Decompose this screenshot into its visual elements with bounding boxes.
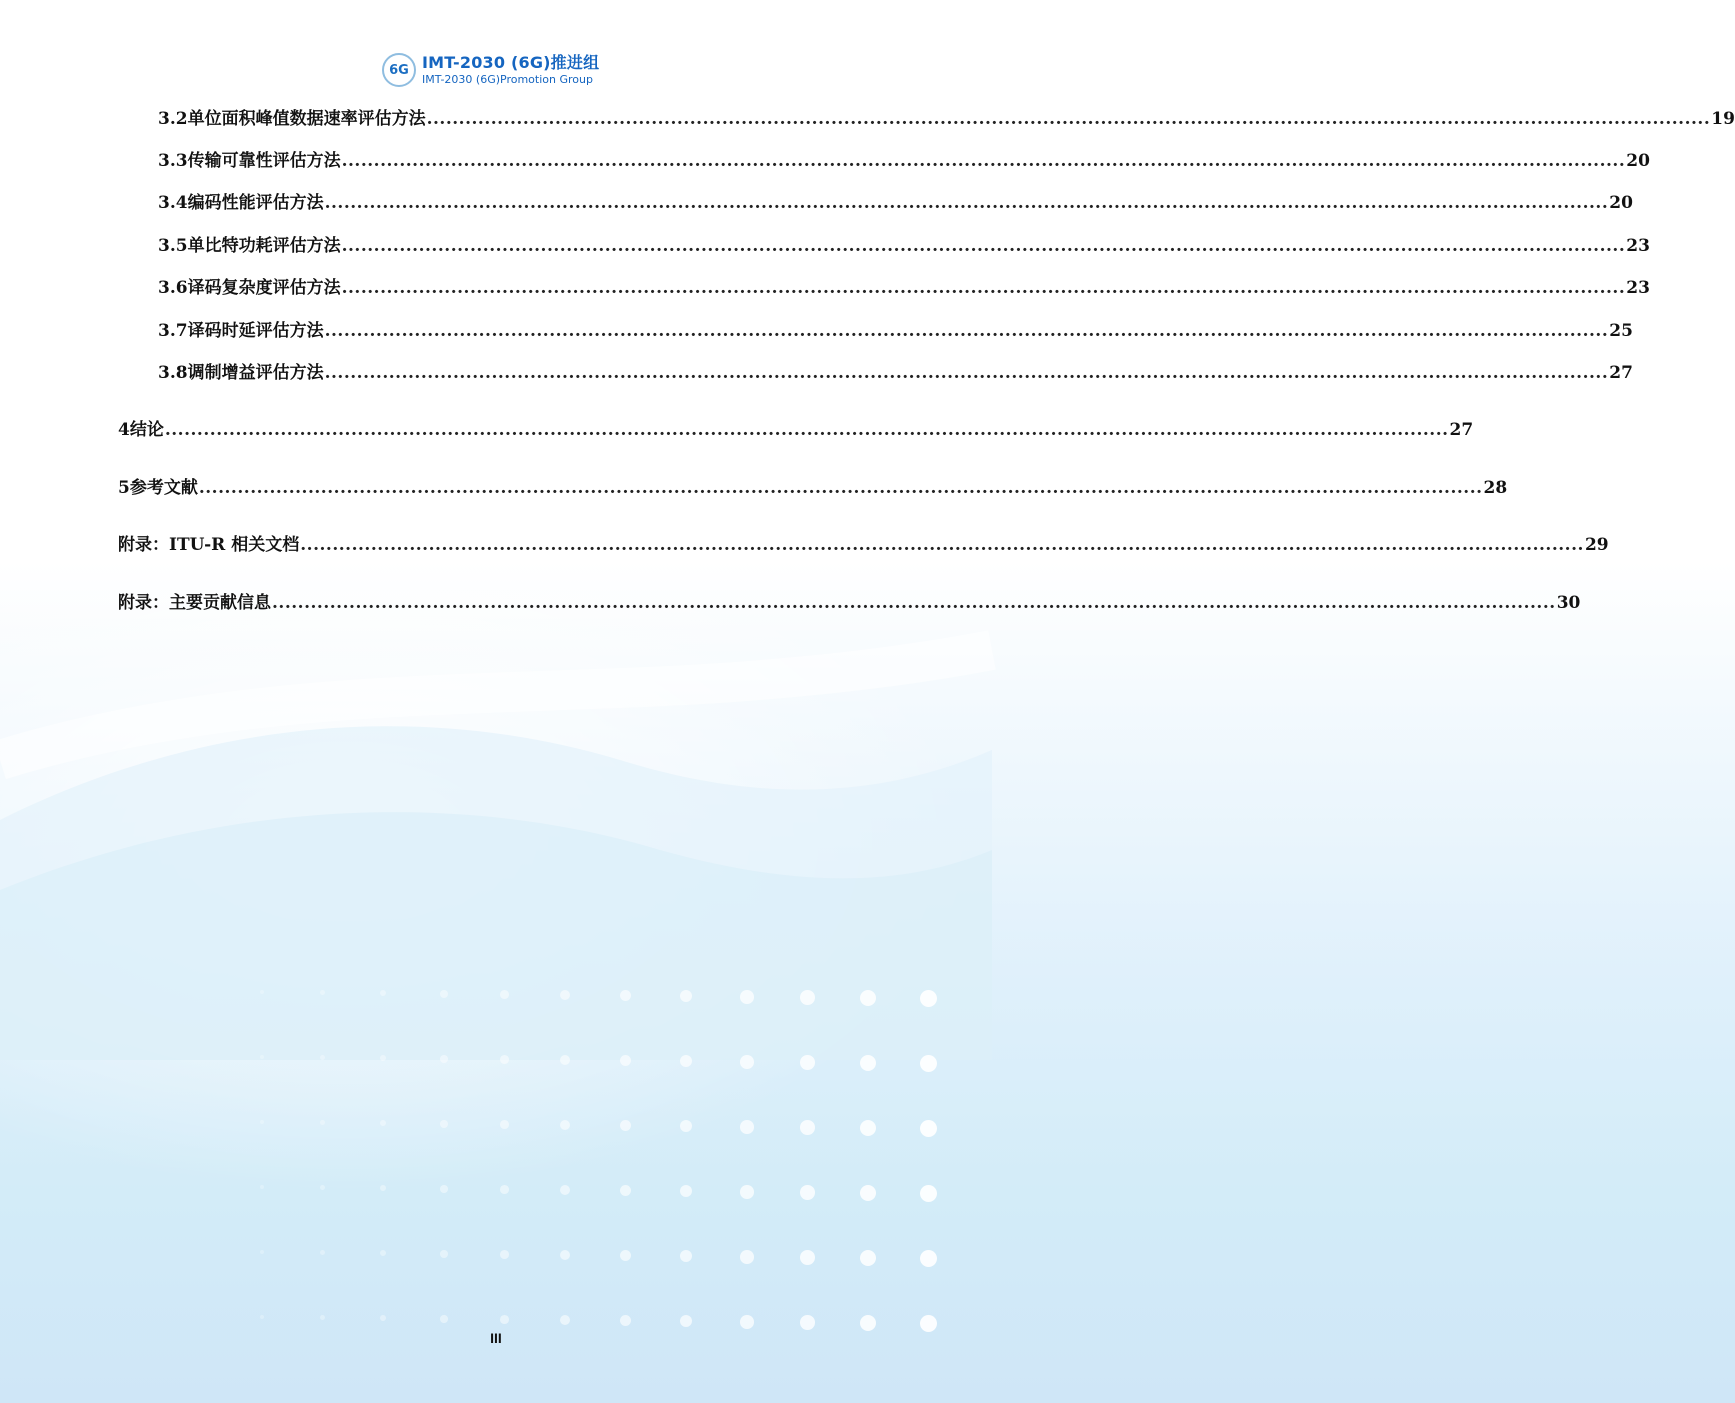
background-dot: [920, 1250, 937, 1267]
toc-entry-number: 3.5: [158, 236, 188, 256]
toc-entry-title: 译码时延评估方法: [187, 321, 324, 341]
background-wave-decoration: [0, 560, 992, 1060]
background-dot: [500, 1055, 509, 1064]
background-dot: [680, 1055, 692, 1067]
toc-entry-title: 附录：主要贡献信息: [118, 593, 271, 613]
background-dot: [440, 1315, 448, 1323]
background-dot: [800, 1185, 815, 1200]
background-dot: [500, 1315, 509, 1324]
toc-entry[interactable]: [158, 358, 1633, 383]
toc-entry-page-number: 30: [1556, 593, 1581, 613]
background-dot: [500, 1250, 509, 1259]
background-dot: [800, 1250, 815, 1265]
background-dot: [260, 990, 264, 994]
background-dot: [500, 990, 509, 999]
background-dot: [440, 1185, 448, 1193]
toc-entry-page-number: 27: [1449, 420, 1474, 440]
background-dot: [560, 1120, 570, 1130]
background-dot: [860, 1185, 876, 1201]
organization-name: IMT-2030 (6G)推进组: [422, 53, 600, 72]
toc-entry-number: 3.2: [158, 109, 188, 129]
background-dot: [800, 990, 815, 1005]
toc-entry[interactable]: [118, 415, 1474, 440]
toc-dot-leader: ........................................................................................................................................................................................................: [341, 151, 1626, 171]
background-dot: [260, 1250, 264, 1254]
toc-entry-number: 3.6: [158, 278, 188, 298]
toc-dot-leader: ........................................................................................................................................................................................................: [272, 593, 1556, 613]
background-dot: [740, 990, 754, 1004]
background-dot: [680, 1315, 692, 1327]
background-dot: [800, 1315, 815, 1330]
background-dot: [620, 1185, 631, 1196]
toc-entry[interactable]: [158, 146, 1650, 171]
toc-entry[interactable]: [158, 231, 1650, 256]
toc-entry-title: 结论: [129, 420, 164, 440]
background-dot: [560, 1055, 570, 1065]
toc-dot-leader: ........................................................................................................................................................................................................: [300, 535, 1584, 555]
toc-entry-page-number: 19: [1711, 109, 1735, 129]
background-dot: [320, 1315, 325, 1320]
background-dot: [560, 1185, 570, 1195]
background-dot: [680, 990, 692, 1002]
background-dot: [500, 1185, 509, 1194]
background-dot: [380, 1185, 386, 1191]
background-dot: [560, 990, 570, 1000]
background-dot: [860, 1315, 876, 1331]
toc-entry-page-number: 20: [1609, 193, 1633, 213]
background-dot: [860, 1120, 876, 1136]
toc-dot-leader: ........................................................................................................................................................................................................: [164, 420, 1449, 440]
background-dot: [440, 1250, 448, 1258]
background-dot: [380, 1315, 386, 1321]
background-dot: [560, 1250, 570, 1260]
background-dot: [260, 1120, 264, 1124]
toc-entry-title: 单位面积峰值数据速率评估方法: [187, 109, 426, 129]
background-dot: [740, 1055, 754, 1069]
background-dot: [440, 990, 448, 998]
6g-logo-icon: 6G: [382, 53, 416, 87]
toc-entry[interactable]: [118, 530, 1609, 555]
toc-dot-leader: ........................................................................................................................................................................................................: [324, 193, 1609, 213]
background-dot: [740, 1315, 754, 1329]
logo-text-block: [422, 55, 599, 85]
background-dot: [860, 1055, 876, 1071]
background-dot: [740, 1250, 754, 1264]
background-dot: [320, 1120, 325, 1125]
background-dot: [380, 990, 386, 996]
background-dot: [620, 1250, 631, 1261]
background-dot: [920, 990, 937, 1007]
toc-entry-title: 单比特功耗评估方法: [187, 236, 341, 256]
background-dot: [620, 990, 631, 1001]
toc-entry-number: 4: [118, 420, 130, 440]
organization-name-english: IMT-2030 (6G)Promotion Group: [422, 73, 593, 86]
background-dot: [620, 1120, 631, 1131]
background-dot: [320, 990, 325, 995]
background-dot: [320, 1185, 325, 1190]
toc-entry-title: 调制增益评估方法: [187, 363, 324, 383]
background-dot: [260, 1185, 264, 1189]
background-dot: [320, 1055, 325, 1060]
toc-entry-title: 编码性能评估方法: [187, 193, 324, 213]
background-dot: [500, 1120, 509, 1129]
background-dot: [620, 1055, 631, 1066]
background-dot: [740, 1120, 754, 1134]
toc-entry-title: 译码复杂度评估方法: [187, 278, 341, 298]
toc-entry[interactable]: [118, 588, 1581, 613]
toc-dot-leader: ........................................................................................................................................................................................................: [324, 321, 1609, 341]
toc-entry-page-number: 28: [1483, 478, 1508, 498]
toc-dot-leader: ........................................................................................................................................................................................................: [198, 478, 1483, 498]
background-dot: [620, 1315, 631, 1326]
background-dot: [680, 1185, 692, 1197]
background-dot: [440, 1120, 448, 1128]
toc-entry-page-number: 23: [1626, 236, 1650, 256]
background-dot: [260, 1315, 264, 1319]
toc-entry-page-number: 27: [1609, 363, 1633, 383]
toc-entry-page-number: 29: [1584, 535, 1609, 555]
background-dot-grid: [260, 990, 992, 1370]
background-dot: [380, 1120, 386, 1126]
toc-entry[interactable]: [158, 104, 1735, 129]
background-dot: [680, 1250, 692, 1262]
toc-entry-title: 传输可靠性评估方法: [187, 151, 341, 171]
toc-dot-leader: ........................................................................................................................................................................................................: [324, 363, 1609, 383]
toc-entry[interactable]: [158, 188, 1633, 213]
page-number: III: [490, 1330, 502, 1346]
background-dot: [260, 1055, 264, 1059]
toc-dot-leader: ........................................................................................................................................................................................................: [426, 109, 1711, 129]
toc-dot-leader: ........................................................................................................................................................................................................: [341, 278, 1626, 298]
background-dot: [380, 1055, 386, 1061]
background-dot: [560, 1315, 570, 1325]
background-dot: [320, 1250, 325, 1255]
toc-entry[interactable]: [158, 316, 1633, 341]
toc-entry-number: 3.3: [158, 151, 188, 171]
background-dot: [860, 990, 876, 1006]
toc-entry-number: 5: [118, 478, 130, 498]
background-dot: [920, 1055, 937, 1072]
document-header-logo: [382, 50, 599, 90]
toc-entry[interactable]: [118, 473, 1508, 498]
toc-entry-title: 附录：ITU-R 相关文档: [118, 535, 300, 555]
toc-entry-title: 参考文献: [129, 478, 198, 498]
toc-entry-page-number: 20: [1626, 151, 1650, 171]
toc-entry-page-number: 25: [1609, 321, 1633, 341]
toc-entry-number: 3.4: [158, 193, 188, 213]
toc-entry-page-number: 23: [1626, 278, 1650, 298]
toc-entry[interactable]: [158, 273, 1650, 298]
toc-dot-leader: ........................................................................................................................................................................................................: [341, 236, 1626, 256]
background-dot: [920, 1185, 937, 1202]
background-dot: [740, 1185, 754, 1199]
background-dot: [920, 1120, 937, 1137]
background-dot: [380, 1250, 386, 1256]
toc-entry-number: 3.8: [158, 363, 188, 383]
background-dot: [800, 1055, 815, 1070]
background-dot: [800, 1120, 815, 1135]
background-dot: [440, 1055, 448, 1063]
toc-entry-number: 3.7: [158, 321, 188, 341]
background-dot: [680, 1120, 692, 1132]
background-dot: [860, 1250, 876, 1266]
